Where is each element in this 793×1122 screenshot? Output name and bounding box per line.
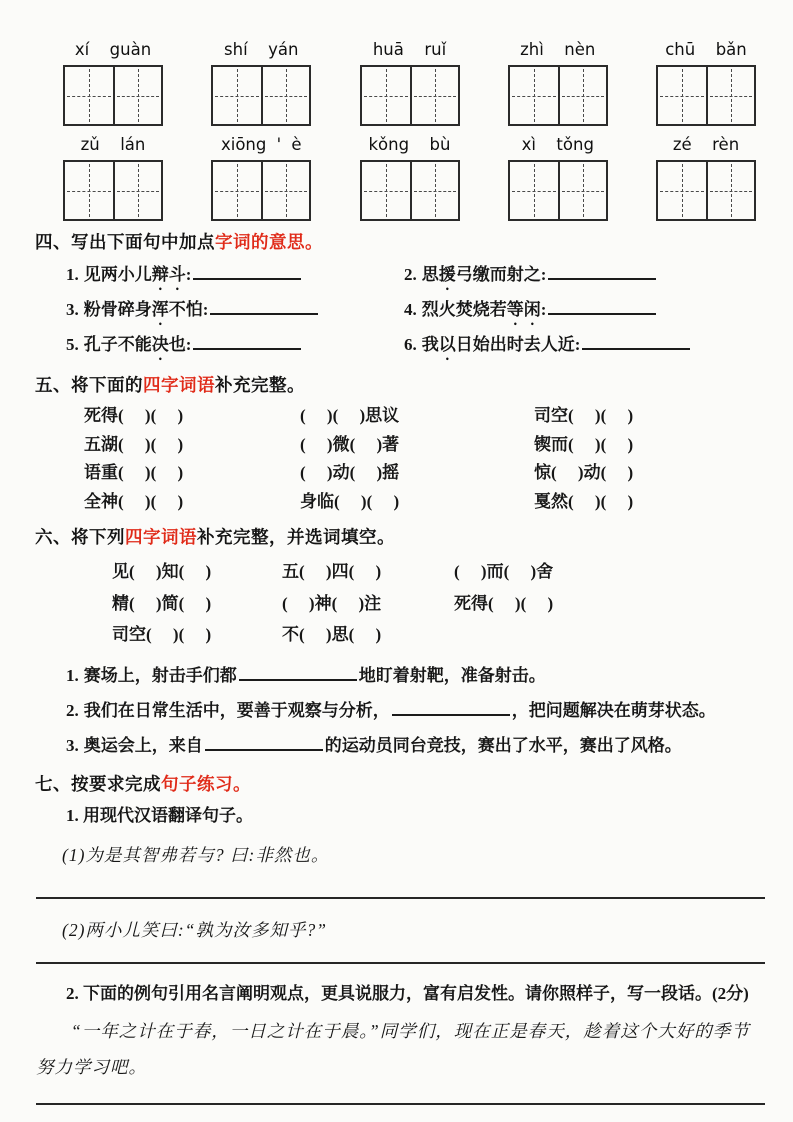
- writing-cell: [65, 67, 113, 124]
- writing-grid: [211, 160, 311, 221]
- writing-grid: [63, 65, 163, 126]
- heading-text: 按要求完成: [71, 773, 161, 794]
- colon: :: [202, 300, 209, 319]
- item-text: 孔子不能: [83, 335, 152, 354]
- pinyin-word-group: [655, 40, 757, 126]
- item-text: 思: [421, 265, 439, 284]
- item-text: 见两小儿: [83, 265, 152, 284]
- answer-blank: [392, 703, 510, 716]
- idiom-blank: 死得( )( ): [454, 593, 554, 613]
- answer-blank: [210, 302, 318, 315]
- section-five-phrases: [0, 402, 793, 516]
- idiom-row: [112, 588, 793, 620]
- sentence-text: ，把问题解决在萌芽状态。: [511, 700, 716, 720]
- pinyin-label: zhì nèn: [520, 40, 596, 59]
- heading-text-red: 字词的意思。: [215, 232, 323, 252]
- writing-cell: [510, 162, 558, 219]
- sentence-text: 地盯着射靶，准备射击。: [358, 665, 546, 685]
- answer-blank: [193, 337, 301, 350]
- translation-task-label: 1. 用现代汉语翻译句子。: [66, 805, 253, 825]
- sentence-text: 的运动员同台竞技，赛出了水平，赛出了风格。: [324, 735, 682, 755]
- writing-cell: [410, 67, 458, 124]
- answer-blank: [548, 267, 656, 280]
- idiom-blank: 司空( )( ): [112, 625, 212, 644]
- writing-cell: [706, 162, 754, 219]
- item-number: 2.: [404, 265, 417, 284]
- pinyin-label: zé rèn: [672, 135, 740, 154]
- section-five-heading: [35, 372, 793, 397]
- idiom-blank: 五湖( )( ): [84, 434, 184, 454]
- heading-text: 补充完整。: [215, 375, 305, 395]
- section-four-heading: [35, 229, 793, 254]
- idiom-blank: ( )( )思议: [300, 406, 400, 425]
- writing-grid: [360, 65, 460, 126]
- item-text: 粉骨碎身: [83, 300, 152, 319]
- item-text: 日始出时去人近: [455, 335, 575, 354]
- example-paragraph: “一年之计在于春，一日之计在于晨。”同学们，现在正是春天，趁着这个大好的季节努力学习吧。: [36, 1020, 750, 1077]
- writing-cell: [113, 162, 161, 219]
- idiom-row: [112, 619, 793, 651]
- section-six-sentences: [0, 658, 793, 763]
- pinyin-grid-row-2: [0, 135, 793, 221]
- idiom-blank: 惊( )动( ): [534, 463, 634, 482]
- item-number: 6.: [404, 335, 417, 354]
- emphasized-word: 以: [438, 335, 456, 354]
- section-number: 六、: [35, 527, 71, 547]
- pinyin-label: chū bǎn: [665, 40, 747, 59]
- item-text: 不怕: [168, 300, 203, 319]
- idiom-blank: 精( )简( ): [112, 593, 212, 613]
- answer-blank: [193, 267, 301, 280]
- idiom-blank: ( )微( )著: [300, 434, 400, 454]
- pinyin-label: xì tǒng: [521, 135, 594, 154]
- item-text: 我: [421, 335, 439, 354]
- answer-blank: [582, 337, 690, 350]
- sentence-text: 赛场上，射击手们都: [83, 665, 237, 685]
- writing-cell: [658, 162, 706, 219]
- sentence-text: 奥运会上，来自: [83, 735, 203, 755]
- section-number: 四、: [35, 232, 71, 252]
- idiom-blank: 戛然( )( ): [534, 491, 634, 511]
- idiom-blank: 见( )知( ): [112, 562, 212, 581]
- section-six-heading: [35, 524, 793, 549]
- definition-item-2: [404, 259, 793, 294]
- writing-grid: [63, 160, 163, 221]
- colon: :: [540, 300, 547, 319]
- writing-cell: [213, 67, 261, 124]
- writing-grid: [656, 160, 756, 221]
- emphasized-word: 浑: [151, 300, 169, 319]
- item-number: 2.: [66, 700, 79, 720]
- fill-in-sentence-2: [66, 693, 793, 728]
- colon: :: [185, 265, 192, 284]
- idiom-blank: ( )而( )舍: [454, 562, 554, 581]
- pinyin-label: xiōng ' è: [220, 135, 302, 154]
- item-number: 5.: [66, 335, 79, 354]
- emphasized-word: 等闲: [506, 300, 541, 319]
- writing-cell: [558, 67, 606, 124]
- pinyin-word-group: [507, 135, 609, 221]
- section-six-phrases: [0, 556, 793, 651]
- idiom-row: [112, 556, 793, 588]
- writing-cell: [558, 162, 606, 219]
- definition-item-6: [404, 329, 793, 364]
- heading-text: 补充完整，并选词填空。: [197, 527, 395, 547]
- item-number: 3.: [66, 300, 79, 319]
- pinyin-label: huā ruǐ: [372, 40, 447, 59]
- sentence-text: 我们在日常生活中，要善于观察与分析，: [83, 700, 390, 720]
- pinyin-label: shí yán: [224, 40, 299, 59]
- answer-line: [36, 962, 765, 964]
- colon: :: [185, 335, 192, 354]
- writing-grid: [360, 160, 460, 221]
- heading-text-red: 四字词语: [125, 527, 197, 547]
- heading-text-red: 四字词语: [143, 375, 215, 395]
- writing-cell: [65, 162, 113, 219]
- pinyin-word-group: [62, 135, 164, 221]
- writing-cell: [362, 67, 410, 124]
- heading-text-red: 句子练习。: [161, 773, 251, 794]
- section-number: 五、: [35, 375, 71, 395]
- classical-sentence-2: (2)两小儿笑曰:“孰为汝多知乎?”: [62, 919, 327, 940]
- pinyin-word-group: [359, 135, 461, 221]
- pinyin-word-group: [507, 40, 609, 126]
- classical-sentence-1: (1)为是其智弗若与? 曰:非然也。: [62, 844, 330, 865]
- idiom-blank: 五( )四( ): [282, 562, 382, 581]
- idiom-blank: ( )神( )注: [282, 593, 382, 613]
- idiom-blank: ( )动( )摇: [300, 463, 400, 482]
- fill-in-sentence-3: [66, 728, 793, 763]
- item-text: 弓缴而射之: [455, 265, 541, 284]
- colon: :: [540, 265, 547, 284]
- item-number: 1.: [66, 665, 79, 685]
- pinyin-word-group: [62, 40, 164, 126]
- definition-item-4: [404, 294, 793, 329]
- emphasized-word: 辩斗: [151, 265, 186, 284]
- item-number: 1.: [66, 265, 79, 284]
- answer-line: [36, 897, 765, 899]
- answer-blank: [239, 668, 357, 681]
- item-text: 也: [168, 335, 186, 354]
- answer-blank: [548, 302, 656, 315]
- section-number: 七、: [35, 773, 71, 794]
- idiom-blank: 身临( )( ): [300, 491, 400, 511]
- colon: :: [574, 335, 581, 354]
- writing-grid: [508, 160, 608, 221]
- writing-cell: [213, 162, 261, 219]
- writing-cell: [261, 162, 309, 219]
- pinyin-label: zǔ lán: [80, 135, 146, 154]
- pinyin-word-group: [359, 40, 461, 126]
- idiom-blank: 语重( )( ): [84, 463, 184, 482]
- answer-blank: [205, 738, 323, 751]
- item-text: 烈火焚烧若: [421, 300, 507, 319]
- writing-cell: [706, 67, 754, 124]
- writing-grid: [211, 65, 311, 126]
- writing-cell: [113, 67, 161, 124]
- emphasized-word: 决: [151, 335, 169, 354]
- pinyin-word-group: [210, 135, 312, 221]
- section-four-items: [0, 259, 793, 364]
- emphasized-word: 援: [438, 265, 456, 284]
- heading-text: 写出下面句中加点: [71, 232, 215, 252]
- writing-cell: [410, 162, 458, 219]
- heading-text: 将下列: [71, 527, 125, 547]
- idiom-blank: 全神( )( ): [84, 491, 184, 511]
- idiom-blank: 不( )思( ): [282, 625, 382, 644]
- idiom-blank: 死得( )( ): [84, 406, 184, 425]
- definition-item-3: [66, 294, 404, 329]
- pinyin-label: kǒng bù: [368, 135, 451, 154]
- definition-item-1: [66, 259, 404, 294]
- writing-cell: [658, 67, 706, 124]
- writing-task-label: 2. 下面的例句引用名言阐明观点，更具说服力，富有启发性。请你照样子，写一段话。(2分): [66, 983, 749, 1003]
- section-seven-heading: [35, 771, 793, 796]
- pinyin-word-group: [655, 135, 757, 221]
- writing-grid: [656, 65, 756, 126]
- pinyin-label: xí guàn: [74, 40, 152, 59]
- writing-grid: [508, 65, 608, 126]
- heading-text: 将下面的: [71, 375, 143, 395]
- answer-line: [36, 1103, 765, 1105]
- item-number: 4.: [404, 300, 417, 319]
- idiom-blank: 锲而( )( ): [534, 434, 634, 454]
- writing-cell: [362, 162, 410, 219]
- idiom-blank: 司空( )( ): [534, 406, 634, 425]
- item-number: 3.: [66, 735, 79, 755]
- writing-cell: [510, 67, 558, 124]
- pinyin-grid-row-1: [0, 40, 793, 126]
- pinyin-word-group: [210, 40, 312, 126]
- definition-item-5: [66, 329, 404, 364]
- fill-in-sentence-1: [66, 658, 793, 693]
- writing-cell: [261, 67, 309, 124]
